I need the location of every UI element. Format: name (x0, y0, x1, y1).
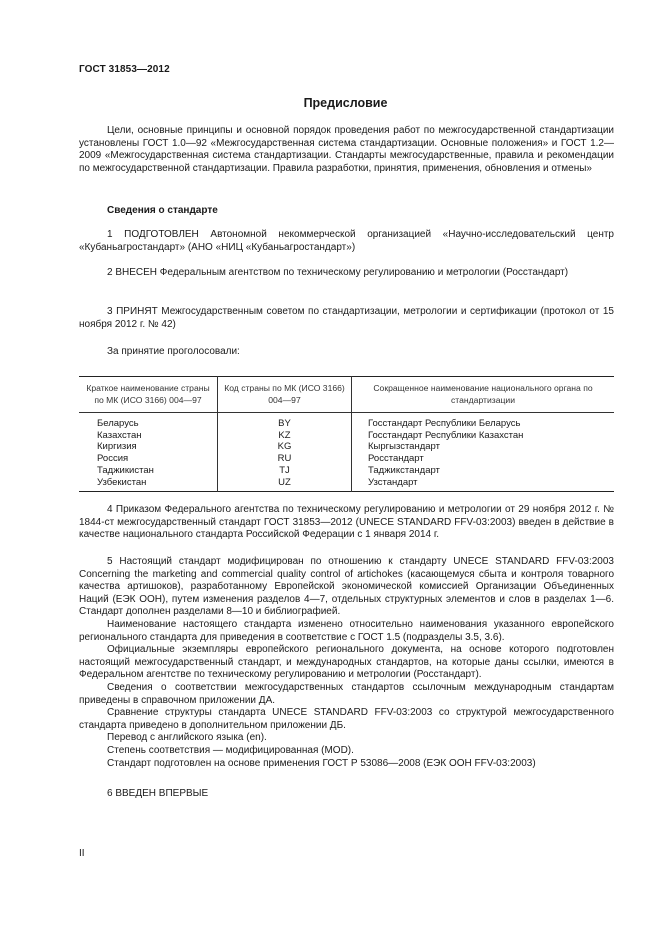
voted-label: За принятие проголосовали: (107, 346, 240, 357)
body-cell: Госстандарт Республики Беларусь (368, 418, 521, 429)
document-id: ГОСТ 31853—2012 (79, 64, 170, 75)
item-5-translation: Перевод с английского языка (en). (107, 732, 267, 744)
item-1-prepared: 1 ПОДГОТОВЛЕН Автономной некоммерческой организацией «Научно-исследовательский центр «Кубаньагростандарт» (АНО «НИЦ «Кубаньагростандарт») (79, 229, 614, 253)
code-cell: BY (278, 418, 291, 429)
table-body (79, 413, 614, 492)
table-header-row (79, 377, 614, 413)
code-cell: KG (277, 441, 292, 453)
voting-table (79, 376, 614, 492)
item-5-official-copies: Официальные экземпляры европейского регионального документа, на основе которого подготовлен настоящий межгосударственный стандарт, и международных стандартов, на которые даны ссылки, имеются в Федеральном агентстве по техническому регулированию и метрологии (Росстандарт). (79, 644, 614, 681)
item-5-modified: 5 Настоящий стандарт модифицирован по отношению к стандарту UNECE STANDARD FFV-03:2003 Concerning the marketing and commercial quality control of artichokes (касающемуся сбыта и контроля товарного качества артишоков), разработанному Европейской экономической комиссией Организации Объединенных Наций (ЕЭК ООН), путем изменения разделов 4—7, отдельных структурных элементов и слов в разделах 1—6. Стандарт дополнен разделами 8—10 и библиографией. (79, 556, 614, 618)
body-cell: Узстандарт (368, 476, 418, 488)
code-column (218, 413, 352, 492)
country-column (79, 413, 218, 492)
body-cell: Кыргызстандарт (368, 441, 440, 453)
country-cell: Таджикистан (97, 464, 154, 476)
country-cell: Россия (97, 453, 129, 465)
country-cell: Беларусь (97, 418, 139, 429)
code-cell: KZ (278, 429, 291, 441)
item-6-introduced: 6 ВВЕДЕН ВПЕРВЫЕ (107, 788, 209, 799)
page-number: II (79, 848, 85, 859)
body-cell: Росстандарт (368, 453, 424, 465)
intro-paragraph: Цели, основные принципы и основной порядок проведения работ по межгосударственной стандартизации установлены ГОСТ 1.0—92 «Межгосударственная система стандартизации. Основные положения» и ГОСТ 1.2—2009 «Межгосударственная система стандартизации. Стандарты межгосударственные, правила и рекомендации по межгосударственной стандартизации. Правила разработки, принятия, применения, обновления и отмены» (79, 125, 614, 174)
body-cell: Госстандарт Республики Казахстан (368, 429, 524, 441)
item-5-conformity-info: Сведения о соответствии межгосударственных стандартов ссылочным международным стандартам приведены в справочном приложении ДА. (79, 681, 614, 706)
code-cell: UZ (278, 476, 291, 488)
item-5-degree: Степень соответствия — модифицированная (MOD). (107, 744, 354, 756)
code-cell: TJ (279, 464, 290, 476)
item-5-block (79, 556, 614, 770)
country-cell: Киргизия (97, 441, 137, 453)
item-5-basis: Стандарт подготовлен на основе применения ГОСТ Р 53086—2008 (ЕЭК ООН FFV-03:2003) (107, 757, 536, 769)
item-3-adopted: 3 ПРИНЯТ Межгосударственным советом по стандартизации, метрологии и сертификации (протокол от 15 ноября 2012 г. № 42) (79, 306, 614, 330)
body-cell: Таджикстандарт (368, 464, 440, 476)
table-header-body: Сокращенное наименование национального органа по стандартизации (352, 377, 615, 413)
item-5-structure-compare: Сравнение структуры стандарта UNECE STANDARD FFV-03:2003 со структурой межгосударственного стандарта приведено в дополнительном приложении ДБ. (79, 707, 614, 731)
body-column (352, 413, 615, 492)
item-2-submitted: 2 ВНЕСЕН Федеральным агентством по техническому регулированию и метрологии (Росстандарт) (107, 267, 569, 278)
page-title: Предисловие (303, 96, 388, 110)
code-cell: RU (277, 453, 292, 465)
section-subheading: Сведения о стандарте (107, 205, 218, 216)
table-header-code: Код страны по МК (ИСО 3166) 004—97 (218, 377, 352, 413)
country-cell: Узбекистан (97, 476, 147, 488)
item-4-order: 4 Приказом Федерального агентства по техническому регулированию и метрологии от 29 ноября 2012 г. № 1844-ст межгосударственный стандарт ГОСТ 31853—2012 (UNECE STANDARD FFV-03:2003) введен в действие в качестве национального стандарта Российской Федерации с 1 января 2014 г. (79, 504, 614, 541)
item-5-rename: Наименование настоящего стандарта изменено относительно наименования указанного европейского регионального стандарта для приведения в соответствие с ГОСТ 1.5 (подразделы 3.5, 3.6). (79, 618, 614, 643)
table-header-country: Краткое наименование страны по МК (ИСО 3166) 004—97 (79, 377, 218, 413)
country-cell: Казахстан (97, 429, 142, 441)
